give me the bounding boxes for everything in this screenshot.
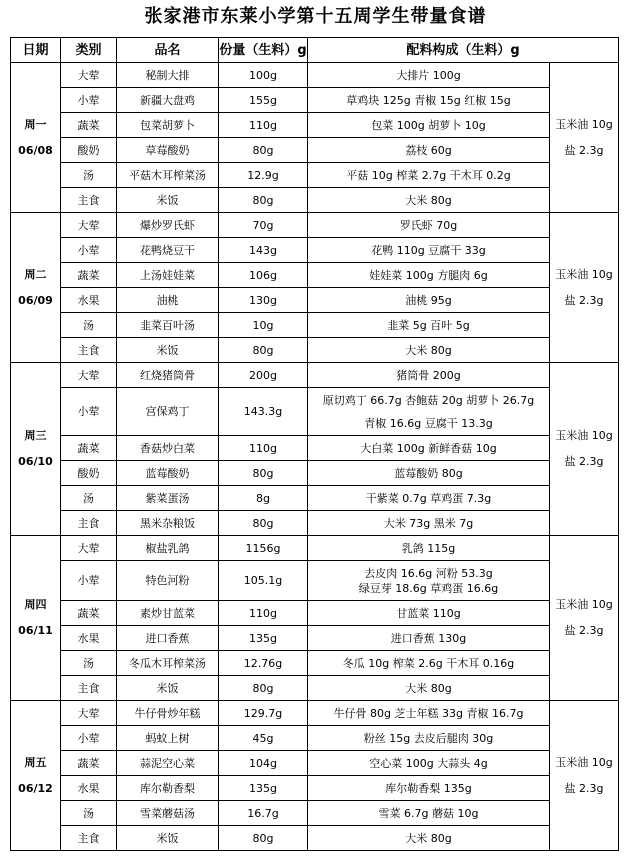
ingredient-line: 大米 73g 黑米 7g	[383, 516, 474, 530]
portion-cell: 70g	[219, 213, 308, 238]
category-cell-vegetable: 蔬菜	[61, 751, 117, 776]
category-cell-side-meat: 小荤	[61, 726, 117, 751]
ingredient-line: 空心菜 100g 大蒜头 4g	[369, 756, 488, 770]
day-cell	[11, 363, 61, 536]
ingredient-line: 大白菜 100g 新鲜香菇 10g	[360, 441, 497, 455]
dish-name-cell: 平菇木耳榨菜汤	[117, 163, 219, 188]
ingredients-cell	[308, 601, 550, 626]
table-row	[11, 363, 619, 388]
portion-cell: 80g	[219, 826, 308, 851]
portion-cell: 80g	[219, 461, 308, 486]
portion-cell: 143g	[219, 238, 308, 263]
dish-name-cell: 牛仔骨炒年糕	[117, 701, 219, 726]
ingredients-cell	[308, 363, 550, 388]
ingredients-cell	[308, 676, 550, 701]
portion-cell: 104g	[219, 751, 308, 776]
category-cell-side-meat: 小荤	[61, 238, 117, 263]
table-row	[11, 536, 619, 561]
table-row	[11, 163, 619, 188]
table-row	[11, 88, 619, 113]
dish-name-cell: 秘制大排	[117, 63, 219, 88]
ingredient-line: 韭菜 5g 百叶 5g	[387, 318, 470, 332]
ingredients-cell	[308, 63, 550, 88]
salt-amount: 盐 2.3g	[564, 293, 604, 307]
ingredient-line: 干紫菜 0.7g 草鸡蛋 7.3g	[365, 491, 492, 505]
portion-cell: 110g	[219, 601, 308, 626]
ingredients-cell	[308, 801, 550, 826]
portion-cell: 135g	[219, 776, 308, 801]
table-row	[11, 63, 619, 88]
table-row	[11, 601, 619, 626]
table-row	[11, 238, 619, 263]
portion-cell: 105.1g	[219, 561, 308, 601]
ingredient-line: 甘蓝菜 110g	[396, 606, 461, 620]
portion-cell: 135g	[219, 626, 308, 651]
dish-name-cell: 香菇炒白菜	[117, 436, 219, 461]
ingredients-cell	[308, 338, 550, 363]
portion-cell: 200g	[219, 363, 308, 388]
dish-name-cell: 花鸭烧豆干	[117, 238, 219, 263]
category-cell-soup: 汤	[61, 313, 117, 338]
ingredients-cell	[308, 436, 550, 461]
table-row	[11, 776, 619, 801]
category-cell-main-meat: 大荤	[61, 701, 117, 726]
dish-name-cell: 米饭	[117, 188, 219, 213]
ingredients-cell	[308, 88, 550, 113]
table-row	[11, 436, 619, 461]
table-row	[11, 801, 619, 826]
portion-cell: 80g	[219, 138, 308, 163]
ingredient-line: 大米 80g	[405, 681, 452, 695]
table-row	[11, 651, 619, 676]
table-row	[11, 511, 619, 536]
table-row	[11, 113, 619, 138]
day-name: 周四	[24, 598, 47, 611]
ingredients-cell	[308, 826, 550, 851]
dish-name-cell: 雪菜蘑菇汤	[117, 801, 219, 826]
ingredient-line: 雪菜 6.7g 蘑菇 10g	[378, 806, 479, 820]
dish-name-cell: 椒盐乳鸽	[117, 536, 219, 561]
dish-name-cell: 黑米杂粮饭	[117, 511, 219, 536]
day-date: 06/09	[18, 293, 53, 307]
ingredient-line: 大米 80g	[405, 831, 452, 845]
ingredients-cell	[308, 701, 550, 726]
ingredient-line: 平菇 10g 榨菜 2.7g 干木耳 0.2g	[346, 168, 511, 182]
ingredient-line: 冬瓜 10g 榨菜 2.6g 干木耳 0.16g	[342, 656, 515, 670]
oil-amount: 玉米油 10g	[555, 117, 613, 131]
ingredients-cell	[308, 511, 550, 536]
ingredients-cell	[308, 388, 550, 436]
header-row	[11, 38, 619, 63]
portion-cell: 80g	[219, 511, 308, 536]
ingredients-cell	[308, 486, 550, 511]
day-cell	[11, 536, 61, 701]
category-cell-vegetable: 蔬菜	[61, 436, 117, 461]
table-row	[11, 751, 619, 776]
dish-name-cell: 爆炒罗氏虾	[117, 213, 219, 238]
dish-name-cell: 红烧猪筒骨	[117, 363, 219, 388]
oil-amount: 玉米油 10g	[555, 429, 613, 442]
portion-cell: 155g	[219, 88, 308, 113]
salt-amount: 盐 2.3g	[564, 455, 604, 468]
table-row	[11, 388, 619, 436]
ingredient-line: 绿豆芽 18.6g 草鸡蛋 16.6g	[358, 581, 499, 595]
dish-name-cell: 韭菜百叶汤	[117, 313, 219, 338]
category-cell-fruit: 水果	[61, 288, 117, 313]
salt-amount: 盐 2.3g	[564, 781, 604, 795]
dish-name-cell: 米饭	[117, 338, 219, 363]
table-row	[11, 188, 619, 213]
header-date: 日期	[11, 38, 61, 63]
portion-cell: 80g	[219, 188, 308, 213]
dish-name-cell: 库尔勒香梨	[117, 776, 219, 801]
category-cell-main-meat: 大荤	[61, 536, 117, 561]
portion-cell: 12.76g	[219, 651, 308, 676]
header-ingredients: 配料构成（生料）g	[308, 38, 619, 63]
day-name: 周一	[24, 117, 47, 131]
page-title: 张家港市东莱小学第十五周学生带量食谱	[144, 6, 487, 27]
dish-name-cell: 蓝莓酸奶	[117, 461, 219, 486]
ingredient-line: 粉丝 15g 去皮后腿肉 30g	[363, 731, 494, 745]
portion-cell: 16.7g	[219, 801, 308, 826]
portion-cell: 129.7g	[219, 701, 308, 726]
ingredients-cell	[308, 461, 550, 486]
portion-cell: 143.3g	[219, 388, 308, 436]
table-row	[11, 263, 619, 288]
category-cell-fruit: 水果	[61, 626, 117, 651]
dish-name-cell: 米饭	[117, 676, 219, 701]
ingredients-cell	[308, 726, 550, 751]
ingredient-line: 进口香蕉 130g	[390, 631, 467, 645]
category-cell-main-meat: 大荤	[61, 363, 117, 388]
table-row	[11, 826, 619, 851]
category-cell-staple: 主食	[61, 826, 117, 851]
portion-cell: 8g	[219, 486, 308, 511]
dish-name-cell: 蒜泥空心菜	[117, 751, 219, 776]
dish-name-cell: 冬瓜木耳榨菜汤	[117, 651, 219, 676]
category-cell-soup: 汤	[61, 801, 117, 826]
ingredients-cell	[308, 288, 550, 313]
day-name: 周三	[24, 429, 47, 442]
salt-amount: 盐 2.3g	[564, 143, 604, 157]
table-row	[11, 213, 619, 238]
dish-name-cell: 新疆大盘鸡	[117, 88, 219, 113]
category-cell-soup: 汤	[61, 163, 117, 188]
header-category: 类别	[61, 38, 117, 63]
ingredient-line: 草鸡块 125g 青椒 15g 红椒 15g	[346, 93, 511, 107]
table-row	[11, 561, 619, 601]
ingredient-line: 青椒 16.6g 豆腐干 13.3g	[364, 416, 493, 430]
table-row	[11, 676, 619, 701]
category-cell-staple: 主食	[61, 338, 117, 363]
ingredient-line: 包菜 100g 胡萝卜 10g	[371, 118, 486, 132]
dish-name-cell: 特色河粉	[117, 561, 219, 601]
table-row	[11, 313, 619, 338]
day-name: 周二	[24, 267, 47, 281]
table-row	[11, 486, 619, 511]
ingredient-line: 大米 80g	[405, 343, 452, 357]
ingredients-cell	[308, 313, 550, 338]
ingredient-line: 大米 80g	[405, 193, 452, 207]
portion-cell: 80g	[219, 338, 308, 363]
category-cell-yogurt: 酸奶	[61, 461, 117, 486]
portion-cell: 100g	[219, 63, 308, 88]
ingredients-cell	[308, 751, 550, 776]
ingredient-line: 猪筒骨 200g	[396, 368, 461, 382]
dish-name-cell: 包菜胡萝卜	[117, 113, 219, 138]
dish-name-cell: 米饭	[117, 826, 219, 851]
dish-name-cell: 油桃	[117, 288, 219, 313]
table-row	[11, 726, 619, 751]
ingredient-line: 库尔勒香梨 135g	[385, 781, 472, 795]
day-date: 06/10	[18, 455, 53, 468]
category-cell-yogurt: 酸奶	[61, 138, 117, 163]
header-portion: 份量（生料）g	[219, 38, 308, 63]
ingredient-line: 蓝莓酸奶 80g	[394, 466, 463, 480]
ingredients-cell	[308, 626, 550, 651]
portion-cell: 45g	[219, 726, 308, 751]
ingredient-line: 去皮肉 16.6g 河粉 53.3g	[364, 566, 493, 580]
ingredient-line: 牛仔骨 80g 芝士年糕 33g 青椒 16.7g	[333, 706, 524, 720]
category-cell-side-meat: 小荤	[61, 88, 117, 113]
ingredients-cell	[308, 188, 550, 213]
table-row	[11, 138, 619, 163]
dish-name-cell: 草莓酸奶	[117, 138, 219, 163]
ingredient-line: 油桃 95g	[405, 293, 452, 307]
ingredient-line: 乳鸽 115g	[401, 541, 456, 555]
table-row	[11, 288, 619, 313]
day-cell	[11, 63, 61, 213]
dish-name-cell: 紫菜蛋汤	[117, 486, 219, 511]
ingredients-cell	[308, 536, 550, 561]
oil-amount: 玉米油 10g	[555, 267, 613, 281]
category-cell-main-meat: 大荤	[61, 63, 117, 88]
ingredients-cell	[308, 561, 550, 601]
seasoning-cell	[550, 363, 619, 536]
dish-name-cell: 进口香蕉	[117, 626, 219, 651]
ingredients-cell	[308, 138, 550, 163]
day-name: 周五	[24, 755, 47, 769]
category-cell-staple: 主食	[61, 676, 117, 701]
salt-amount: 盐 2.3g	[564, 624, 604, 637]
category-cell-vegetable: 蔬菜	[61, 601, 117, 626]
ingredient-line: 罗氏虾 70g	[399, 218, 458, 232]
portion-cell: 80g	[219, 676, 308, 701]
table-row	[11, 626, 619, 651]
dish-name-cell: 素炒甘蓝菜	[117, 601, 219, 626]
menu-table	[10, 37, 619, 851]
seasoning-cell	[550, 536, 619, 701]
oil-amount: 玉米油 10g	[555, 755, 613, 769]
category-cell-staple: 主食	[61, 511, 117, 536]
category-cell-fruit: 水果	[61, 776, 117, 801]
category-cell-vegetable: 蔬菜	[61, 263, 117, 288]
oil-amount: 玉米油 10g	[555, 598, 613, 611]
ingredients-cell	[308, 113, 550, 138]
ingredient-line: 原切鸡丁 66.7g 杏鲍菇 20g 胡萝卜 26.7g	[322, 393, 535, 407]
table-row	[11, 701, 619, 726]
ingredient-line: 娃娃菜 100g 方腿肉 6g	[369, 268, 488, 282]
table-row	[11, 338, 619, 363]
day-cell	[11, 701, 61, 851]
category-cell-side-meat: 小荤	[61, 388, 117, 436]
category-cell-vegetable: 蔬菜	[61, 113, 117, 138]
day-date: 06/08	[18, 143, 53, 157]
dish-name-cell: 宫保鸡丁	[117, 388, 219, 436]
ingredients-cell	[308, 213, 550, 238]
day-cell	[11, 213, 61, 363]
category-cell-staple: 主食	[61, 188, 117, 213]
header-dish-name: 品名	[117, 38, 219, 63]
ingredients-cell	[308, 263, 550, 288]
ingredient-line: 荔枝 60g	[405, 143, 452, 157]
portion-cell: 106g	[219, 263, 308, 288]
category-cell-main-meat: 大荤	[61, 213, 117, 238]
ingredients-cell	[308, 163, 550, 188]
ingredients-cell	[308, 651, 550, 676]
portion-cell: 130g	[219, 288, 308, 313]
day-date: 06/12	[18, 781, 53, 795]
portion-cell: 110g	[219, 436, 308, 461]
seasoning-cell	[550, 213, 619, 363]
ingredients-cell	[308, 238, 550, 263]
menu-body	[11, 63, 619, 851]
portion-cell: 1156g	[219, 536, 308, 561]
ingredient-line: 大排片 100g	[396, 68, 461, 82]
dish-name-cell: 上汤娃娃菜	[117, 263, 219, 288]
ingredients-cell	[308, 776, 550, 801]
category-cell-soup: 汤	[61, 651, 117, 676]
portion-cell: 110g	[219, 113, 308, 138]
day-date: 06/11	[18, 624, 53, 637]
portion-cell: 10g	[219, 313, 308, 338]
seasoning-cell	[550, 701, 619, 851]
seasoning-cell	[550, 63, 619, 213]
dish-name-cell: 蚂蚁上树	[117, 726, 219, 751]
table-row	[11, 461, 619, 486]
category-cell-soup: 汤	[61, 486, 117, 511]
category-cell-side-meat: 小荤	[61, 561, 117, 601]
portion-cell: 12.9g	[219, 163, 308, 188]
ingredient-line: 花鸭 110g 豆腐干 33g	[371, 243, 486, 257]
